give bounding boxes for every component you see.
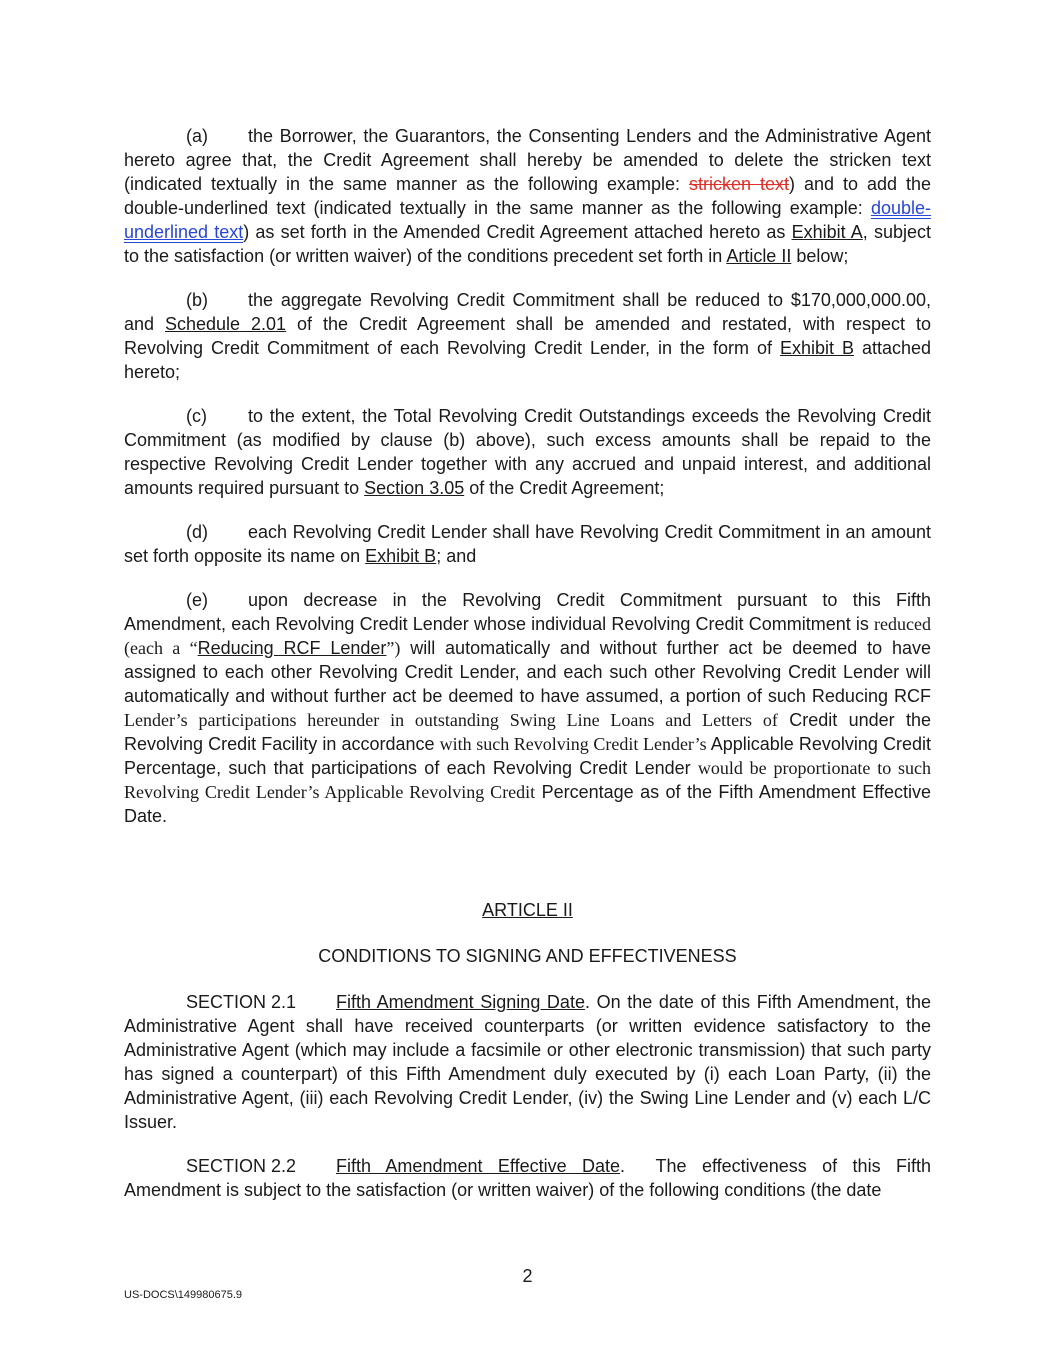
double-underlined-text-example: double-underlined text — [124, 198, 931, 242]
section-2-1: SECTION 2.1 Fifth Amendment Signing Date. On the date of this Fifth Amendment, the Administrative Agent shall have received counterparts (or written evidence satisfactory to the Administrative Agent (which may include a facsimile or other electronic transmission) that such party has signed a counterpart) of this Fifth Amendment duly executed by (i) each Loan Party, (ii) the Administrative Agent, (iii) each Revolving Credit Lender, (iv) the Swing Line Lender and (v) each L/C Issuer. — [124, 992, 932, 1132]
paragraph-label: (b) — [186, 290, 208, 310]
paragraph-b: (b) the aggregate Revolving Credit Commitment shall be reduced to $170,000,000.00, and Schedule 2.01 of the Credit Agreement shall be amended and restated, with respect to Revolving Credit Commitment of each Revolving Credit Lender, in the form of Exhibit B attached hereto; — [124, 290, 931, 382]
defined-term: Reducing RCF Lender — [197, 638, 387, 658]
document-body — [124, 124, 936, 1222]
exhibit-b-reference: Exhibit B — [365, 546, 437, 566]
schedule-reference: Schedule 2.01 — [165, 314, 287, 334]
page-number: 2 — [522, 1266, 533, 1286]
paragraph-e: (e) upon decrease in the Revolving Credit Commitment pursuant to this Fifth Amendment, each Revolving Credit Lender whose individual Revolving Credit Commitment is reduced (each a “Reducing RCF Lender”) will automatically and without further act be deemed to have assigned to each other Revolving Credit Lender, and each such other Revolving Credit Lender will automatically and without further act be deemed to have assumed, a portion of such Reducing RCF Lender’s participations hereunder in outstanding Swing Line Loans and Letters of Credit under the Revolving Credit Facility in accordance with such Revolving Credit Lender’s Applicable Revolving Credit Percentage, such that participations of each Revolving Credit Lender would be proportionate to such Revolving Credit Lender’s Applicable Revolving Credit Percentage as of the Fifth Amendment Effective Date. — [124, 590, 932, 826]
paragraph-label: (c) — [186, 406, 207, 426]
exhibit-a-reference: Exhibit A — [791, 222, 863, 242]
paragraph-label: (a) — [186, 126, 208, 146]
section-heading: Fifth Amendment Signing Date — [336, 992, 585, 1012]
paragraph-c: (c) to the extent, the Total Revolving Credit Outstandings exceeds the Revolving Credit Commitment (as modified by clause (b) above), such excess amounts shall be repaid to the respective Revolving Credit Lender together with any accrued and unpaid interest, and additional amounts required pursuant to Section 3.05 of the Credit Agreement; — [124, 406, 931, 498]
section-2-2: SECTION 2.2 Fifth Amendment Effective Date. The effectiveness of this Fifth Amendment is subject to the satisfaction (or written waiver) of the following conditions (the date — [124, 1156, 936, 1200]
section-label: SECTION 2.2 — [186, 1156, 297, 1176]
paragraph-label: (e) — [186, 590, 208, 610]
article-ii-reference: Article II — [726, 246, 792, 266]
document-id: US-DOCS\149980675.9 — [124, 1289, 243, 1301]
article-subtitle: CONDITIONS TO SIGNING AND EFFECTIVENESS — [318, 946, 737, 966]
paragraph-a: (a) the Borrower, the Guarantors, the Consenting Lenders and the Administrative Agent hereto agree that, the Credit Agreement shall hereby be amended to delete the stricken text (indicated textually in the same manner as the following example: stricken text) and to add the double-underlined text (indicated textually in the same manner as the following example: double-underlined text) as set forth in the Amended Credit Agreement attached hereto as Exhibit A, subject to the satisfaction (or written waiver) of the conditions precedent set forth in Article II below; — [124, 126, 931, 266]
article-title: ARTICLE II — [482, 900, 573, 920]
paragraph-d: (d) each Revolving Credit Lender shall have Revolving Credit Commitment in an amount set forth opposite its name on Exhibit B; and — [124, 522, 931, 566]
section-label: SECTION 2.1 — [186, 992, 297, 1012]
section-reference: Section 3.05 — [364, 478, 465, 498]
section-heading: Fifth Amendment Effective Date — [336, 1156, 621, 1176]
exhibit-b-reference: Exhibit B — [779, 338, 854, 358]
paragraph-label: (d) — [186, 522, 208, 542]
stricken-text-example: stricken text — [689, 174, 790, 194]
